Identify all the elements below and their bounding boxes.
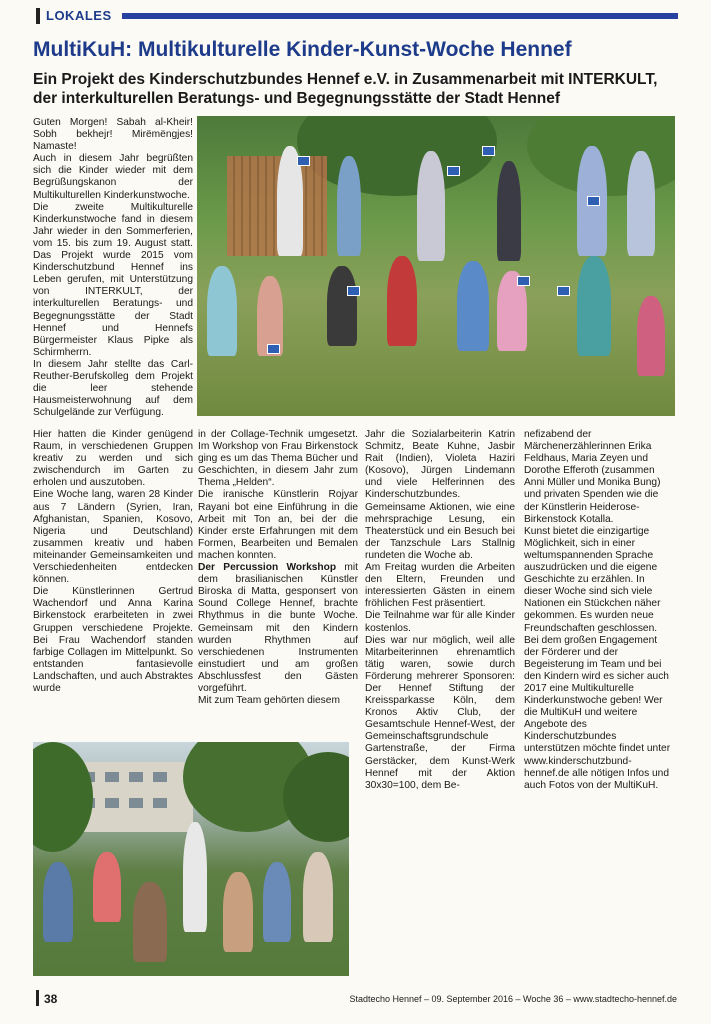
paragraph: Kunst bietet die einzigartige Möglichkeit, sich in einer weltumspannenden Sprache auszudrücken und die eigene Geschichte zu erzählen. In dieser Woche sind sich viele Nationen ein Stückchen näher gekommen. Es wurden neue Freundschaften geschlossen. bbox=[524, 525, 661, 634]
window bbox=[105, 772, 119, 782]
column-1-bottom bbox=[33, 429, 193, 695]
paragraph: Die zweite Multikulturelle Kinderkunstwoche fand in diesem Jahr wieder in den Sommerferien, vom 15. bis zum 19. August statt. Das Projekt wurde 2015 vom Kinderschutzbund Hennef ins Leben gerufen, mit Unterstützung von INTERKULT, der interkulturellen Beratungs- und Begegnungsstätte der Stadt Hennef und Hennefs Bürgermeister Klaus Pipke als Schirmherrn. bbox=[33, 201, 193, 358]
paragraph: Die Teilnahme war für alle Kinder kostenlos. bbox=[365, 610, 515, 634]
person bbox=[43, 862, 73, 942]
flag bbox=[587, 196, 600, 206]
window bbox=[105, 798, 119, 808]
paragraph: in der Collage-Technik umgesetzt. Im Workshop von Frau Birkenstock ging es um das Thema Bücher und Geschichten, in diesem Jahr zum Thema „Helden“. bbox=[198, 429, 358, 489]
person bbox=[303, 852, 333, 942]
child bbox=[577, 256, 611, 356]
paragraph: Bei dem großen Engagement der Förderer und der Begeisterung im Team und bei den Kindern wird es sicher auch 2017 eine Multikulturelle Kinderkunstwoche geben! Wer die MultiKuH und weitere Angebote des Kinderschutzbundes unterstützen möchte findet unter www.kinderschutzbund-hennef.de alle nötigen Infos und auch Fotos von der MultiKuH. bbox=[524, 634, 671, 791]
paragraph: Auch in diesem Jahr begrüßten sich die Kinder wieder mit dem Begrüßungskanon der Multikulturellen Kinderkunstwoche. bbox=[33, 153, 193, 201]
headline: MultiKuH: Multikulturelle Kinder-Kunst-Woche Hennef bbox=[33, 38, 572, 61]
child bbox=[457, 261, 489, 351]
section-marker bbox=[36, 8, 40, 24]
highlight-text: Der Percussion Workshop bbox=[198, 562, 337, 574]
paragraph-percussion bbox=[198, 562, 358, 695]
person bbox=[183, 822, 207, 932]
person bbox=[497, 161, 521, 261]
flag bbox=[447, 166, 460, 176]
section-header bbox=[36, 6, 676, 26]
column-2 bbox=[198, 429, 358, 707]
child bbox=[327, 266, 357, 346]
paragraph-text: mit dem brasilianischen Künstler Biroska di Matta, gesponsert von Sound College Hennef, brachte Rhythmus in die bunte Woche. Gemeinsam mit den Kindern wurden Rhythmen auf verschiedenen Instrumenten einstudiert und am großen Abschlussfest den Gästen vorgeführt. bbox=[198, 562, 358, 694]
section-label: LOKALES bbox=[46, 8, 112, 23]
column-1-top bbox=[33, 117, 193, 419]
paragraph: Dies war nur möglich, weil alle Mitarbeiterinnen ehrenamtlich tätig waren, sowie durch Förderung mehrerer Sponsoren: Der Hennef Stiftung der Kreissparkasse Köln, dem Kronos Aktiv Club, der Gesamtschule Hennef-West, der Gemeinschaftsgrundschule Gartenstraße, der Firma Gerstäcker, dem Kunst-Werk Hennef mit der Aktion 30x30=100, dem Be- bbox=[365, 634, 515, 791]
group-photo bbox=[197, 116, 675, 416]
window bbox=[129, 772, 143, 782]
flag bbox=[267, 344, 280, 354]
section-rule bbox=[122, 13, 678, 19]
window bbox=[129, 798, 143, 808]
paragraph: Die Künstlerinnen Gertrud Wachendorf und Anna Karina Birkenstock erarbeiteten in zwei Gruppen verschiedene Projekte. Bei Frau Wachendorf standen farbige Collagen im Mittelpunkt. So entstanden fantasievolle Landschaften, und auch Abstraktes wurde bbox=[33, 586, 193, 694]
child bbox=[637, 296, 665, 376]
flag bbox=[482, 146, 495, 156]
page-number: 38 bbox=[44, 992, 58, 1006]
person bbox=[417, 151, 445, 261]
person bbox=[337, 156, 361, 256]
person bbox=[223, 872, 253, 952]
person bbox=[133, 882, 167, 962]
child bbox=[207, 266, 237, 356]
column-3 bbox=[365, 429, 515, 792]
window bbox=[153, 798, 167, 808]
paragraph: nefizabend der Märchenerzählerinnen Erika Feldhaus, Maria Zeyen und Dorothe Efferoth (zusammen Anni Müller und Monika Bung) und privaten Spenden wie die der Künstlerin Heiderose-Birkenstock Kotalla. bbox=[524, 429, 661, 525]
flag bbox=[297, 156, 310, 166]
paragraph: Die iranische Künstlerin Rojyar Rayani bot eine Einführung in die Arbeit mit Ton an, bei der die Kinder erste Erfahrungen mit dem Formen, Bearbeiten und Bemalen machen konnten. bbox=[198, 489, 358, 561]
subtitle: Ein Projekt des Kinderschutzbundes Hennef e.V. in Zusammenarbeit mit INTERKULT, der interkulturellen Beratungs- und Begegnungsstätte der Stadt Hennef bbox=[33, 71, 658, 107]
paragraph: Gemeinsame Aktionen, wie eine mehrsprachige Lesung, ein Theaterstück und ein Besuch bei der Tanzschule Lars Stallnig rundeten die Woche ab. bbox=[365, 501, 515, 561]
paragraph: Guten Morgen! Sabah al-Kheir! Sobh bekhejr! Mirëmëngjes! Namaste! bbox=[33, 117, 193, 153]
tree bbox=[33, 742, 93, 852]
tree-canopy bbox=[297, 116, 497, 196]
footer-marker bbox=[36, 990, 39, 1006]
flag bbox=[557, 286, 570, 296]
footer-publication-info: Stadtecho Hennef – 09. September 2016 – Woche 36 – www.stadtecho-hennef.de bbox=[349, 994, 677, 1004]
window bbox=[153, 772, 167, 782]
column-4 bbox=[524, 429, 674, 792]
person bbox=[93, 852, 121, 922]
flag bbox=[517, 276, 530, 286]
person bbox=[263, 862, 291, 942]
paragraph: Eine Woche lang, waren 28 Kinder aus 7 Ländern (Syrien, Iran, Afghanistan, Spanien, Kosovo, Nigeria und Deutschland) zusammen kreativ und haben miteinander Gemeinsamkeiten und Verschiedenheiten entdecken können. bbox=[33, 489, 193, 586]
paragraph: In diesem Jahr stellte das Carl-Reuther-Berufskolleg dem Projekt die leer stehende Hausmeisterwohnung auf dem Schulgelände zur Verfügung. bbox=[33, 358, 193, 419]
flag bbox=[347, 286, 360, 296]
person bbox=[627, 151, 655, 256]
paragraph: Am Freitag wurden die Arbeiten den Eltern, Freunden und interessierten Gästen in einem fröhlichen Fest präsentiert. bbox=[365, 562, 515, 610]
garden-event-photo bbox=[33, 742, 349, 976]
paragraph: Mit zum Team gehörten diesem bbox=[198, 695, 340, 707]
child bbox=[387, 256, 417, 346]
paragraph: Jahr die Sozialarbeiterin Katrin Schmitz, Beate Kuhne, Jasbir Rait (Indien), Violeta Haziri (Kosovo), Jürgen Lindemann und viele Helferinnen des Kinderschutzbundes. bbox=[365, 429, 515, 501]
paragraph: Hier hatten die Kinder genügend Raum, in verschiedenen Gruppen kreativ zu werden und sich zwischendurch im Garten zu erholen und auszutoben. bbox=[33, 429, 193, 489]
